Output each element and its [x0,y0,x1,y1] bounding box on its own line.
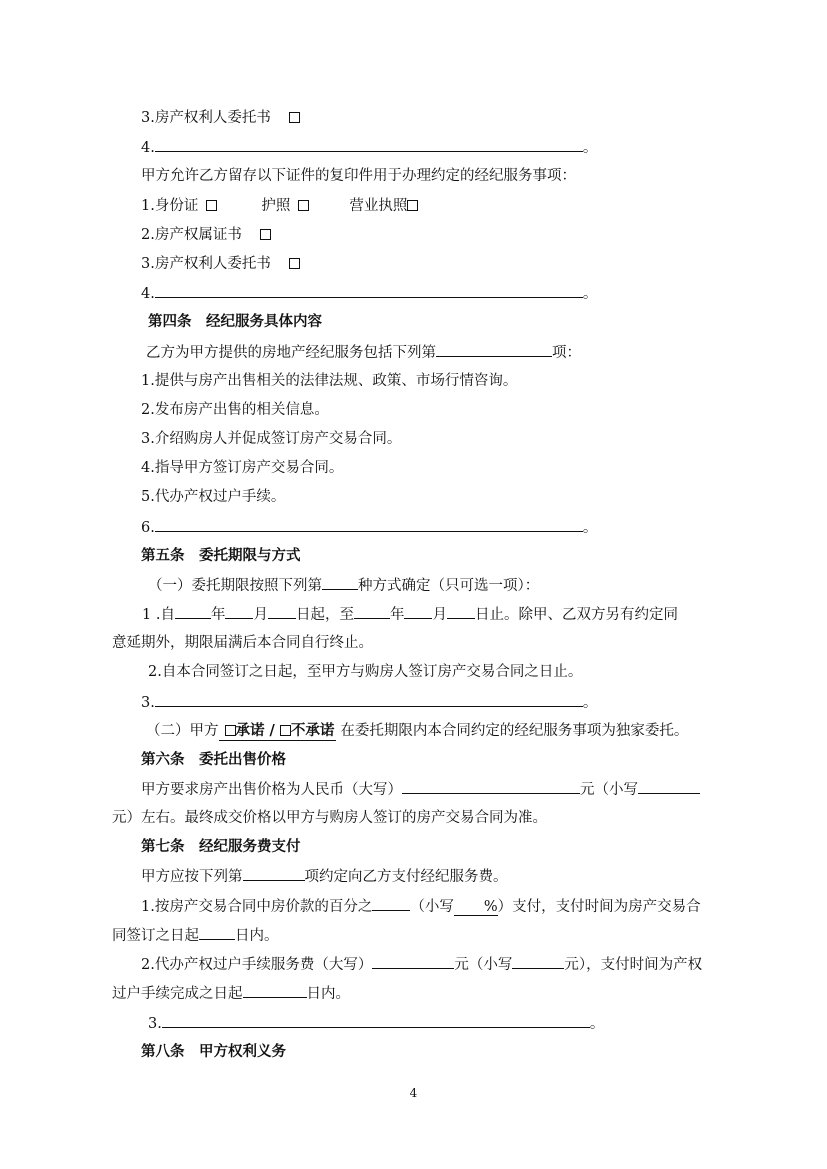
paragraph: 1.按房产交易合同中房价款的百分之 （小写 %）支付，支付时间为房产交易合 [141,896,701,917]
paragraph: （一）委托期限按照下列第 种方式确定（只可选一项）： [148,575,539,596]
fill-blank[interactable] [243,866,305,881]
fill-blank-percent-figures[interactable]: % [454,899,498,916]
paragraph: 2.自本合同签订之日起，至甲方与购房人签订房产交易合同之日止。 [148,664,583,680]
checkbox[interactable] [260,229,271,240]
fill-blank[interactable] [322,575,358,590]
fill-blank-percent-words[interactable] [372,896,410,911]
item-line: 2.房产权属证书 [141,225,271,245]
fill-blank-fee-words[interactable] [372,954,454,969]
list-item: 3.介绍购房人并促成签订房产交易合同。 [141,431,402,447]
id-options-line: 1.身份证 护照 营业执照 [141,196,418,216]
section-heading: 第五条 委托期限与方式 [141,547,301,564]
date-range-line: 1 .自 年 月 日起，至 年 月 日止。除甲、乙双方另有约定同 [142,604,678,625]
fill-blank-month[interactable] [225,604,253,619]
paragraph: 意延期外，期限届满后本合同自行终止。 [112,635,373,651]
checkbox[interactable] [289,258,300,269]
checkbox-id-card[interactable] [206,200,217,211]
blank-line: 3. 。 [141,692,597,713]
list-item: 2.发布房产出售的相关信息。 [141,402,329,418]
fill-blank[interactable] [436,342,552,357]
fill-blank[interactable] [162,1013,590,1028]
checkbox-not-commit[interactable] [280,725,291,736]
paragraph: 甲方应按下列第 项约定向乙方支付经纪服务费。 [141,866,508,887]
page-number: 4 [409,1086,418,1100]
paragraph: 元）左右。最终成交价格以甲方与购房人签订的房产交易合同为准。 [112,810,547,826]
exclusive-line: （二）甲方 承诺 / 不承诺 在委托期限内本合同约定的经纪服务事项为独家委托。 [146,722,689,739]
checkbox[interactable] [289,112,300,123]
fill-blank-day[interactable] [268,604,296,619]
paragraph: 甲方要求房产出售价格为人民币（大写） 元（小写 [141,779,700,800]
fill-blank-year[interactable] [354,604,390,619]
blank-line: 4. 。 [141,137,597,158]
paragraph: 2.代办产权过户手续服务费（大写） 元（小写 元），支付时间为产权 [141,954,702,975]
section-heading: 第八条 甲方权利义务 [141,1043,286,1060]
section-heading: 第四条 经纪服务具体内容 [148,313,322,330]
checkbox-passport[interactable] [298,200,309,211]
blank-line: 4. 。 [141,283,597,304]
item-line: 3.房产权利人委托书 [141,254,300,274]
section-heading: 第七条 经纪服务费支付 [141,838,301,855]
commitment-choice: 承诺 / 不承诺 [219,723,337,741]
paragraph: 乙方为甲方提供的房地产经纪服务包括下列第 项： [146,342,581,363]
fill-blank[interactable] [155,137,583,152]
fill-blank-month[interactable] [404,604,432,619]
fill-blank[interactable] [155,517,583,532]
fill-blank-days[interactable] [199,925,235,940]
checkbox-business-license[interactable] [407,200,418,211]
paragraph: 甲方允许乙方留存以下证件的复印件用于办理约定的经纪服务事项： [141,168,576,184]
fill-blank-year[interactable] [175,604,211,619]
fill-blank-amount-words[interactable] [402,779,580,794]
paragraph: 过户手续完成之日起 日内。 [112,983,350,1004]
section-heading: 第六条 委托出售价格 [141,751,286,768]
blank-line: 3. 。 [148,1013,604,1034]
fill-blank-day[interactable] [447,604,475,619]
list-item: 1.提供与房产出售相关的法律法规、政策、市场行情咨询。 [141,373,518,389]
paragraph: 同签订之日起 日内。 [112,925,279,946]
fill-blank-amount-figures[interactable] [638,779,700,794]
list-item: 5.代办产权过户手续。 [141,489,286,505]
checkbox-commit[interactable] [225,725,236,736]
list-item: 4.指导甲方签订房产交易合同。 [141,460,344,476]
fill-blank[interactable] [155,283,583,298]
fill-blank-fee-figures[interactable] [512,954,564,969]
blank-line: 6. 。 [141,517,597,538]
fill-blank[interactable] [155,692,583,707]
item-line: 3.房产权利人委托书 [141,108,300,128]
fill-blank-days[interactable] [243,983,307,998]
